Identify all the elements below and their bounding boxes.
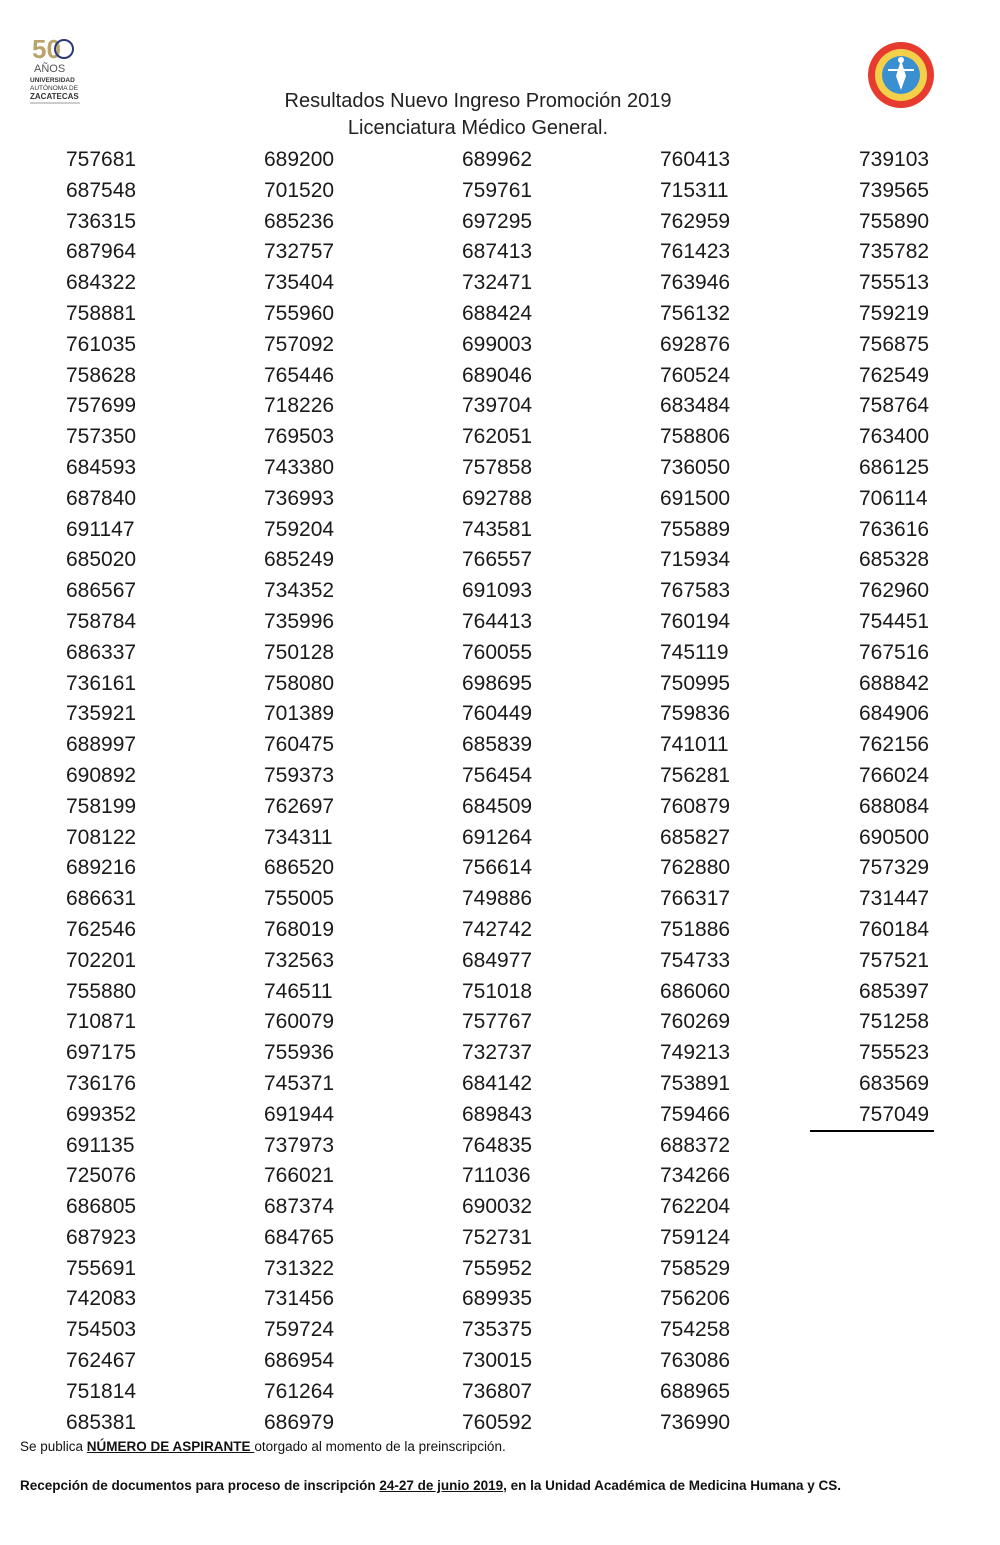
applicant-number: 736176 [66,1071,137,1095]
applicant-number: 755890 [859,209,930,233]
applicant-number: 751886 [660,917,731,941]
applicant-number: 750995 [660,671,731,695]
applicant-number: 760879 [660,794,731,818]
applicant-number: 767583 [660,579,731,603]
applicant-number: 685249 [264,548,335,572]
applicant-number: 731447 [859,887,930,911]
applicant-number: 754258 [660,1318,731,1342]
applicant-number: 718226 [264,394,335,418]
applicant-number: 769503 [264,425,335,449]
applicant-number: 762467 [66,1349,137,1373]
applicant-number: 760524 [660,363,731,387]
applicant-number: 736807 [462,1379,533,1403]
applicant-number: 687964 [66,240,137,264]
applicant-number: 685397 [859,979,930,1003]
note1-suffix: otorgado al momento de la preinscripción. [254,1439,506,1454]
applicant-number: 758784 [66,609,137,633]
results-column-4 [660,145,780,1438]
applicant-number: 736990 [660,1410,731,1434]
applicant-number: 684322 [66,271,137,295]
applicant-number: 763400 [859,425,930,449]
note1-emphasis: NÚMERO DE ASPIRANTE [86,1439,255,1454]
applicant-number: 725076 [66,1164,137,1188]
applicant-number: 760592 [462,1410,533,1434]
applicant-number: 760475 [264,733,335,757]
applicant-number: 686520 [264,856,335,880]
applicant-number: 686060 [660,979,731,1003]
svg-text:UNIVERSIDAD: UNIVERSIDAD [30,77,75,84]
applicant-number: 691500 [660,486,731,510]
applicant-number: 688372 [660,1133,731,1157]
applicant-number: 756614 [462,856,533,880]
applicant-number: 686631 [66,887,137,911]
note2-prefix: Recepción de documentos para proceso de inscripción [20,1478,380,1493]
applicant-number: 755880 [66,979,137,1003]
applicant-number: 708122 [66,825,137,849]
applicant-number: 684906 [859,702,930,726]
applicant-number: 757049 [859,1102,930,1126]
applicant-number: 702201 [66,948,137,972]
applicant-number: 686567 [66,579,137,603]
applicant-number: 760079 [264,1010,335,1034]
applicant-number: 736161 [66,671,137,695]
applicant-number: 759724 [264,1318,335,1342]
applicant-number: 760413 [660,148,731,171]
applicant-number: 758806 [660,425,731,449]
applicant-number: 760184 [859,917,930,941]
applicant-number: 691093 [462,579,533,603]
results-column-5 [859,145,979,1131]
applicant-number: 759373 [264,763,335,787]
applicant-number: 768019 [264,917,335,941]
footer-note-documents [20,1478,841,1493]
applicant-number: 687413 [462,240,533,264]
applicant-number: 692788 [462,486,533,510]
applicant-number: 759219 [859,301,930,325]
applicant-number: 745119 [660,640,729,664]
applicant-number: 767516 [859,640,930,664]
applicant-number: 749886 [462,887,533,911]
applicant-number: 687374 [264,1195,335,1219]
applicant-number: 758080 [264,671,335,695]
applicant-number: 734352 [264,579,335,603]
applicant-number: 688842 [859,671,930,695]
applicant-number: 701389 [264,702,335,726]
applicant-number: 755960 [264,301,335,325]
applicant-number: 734311 [264,825,333,849]
applicant-number: 758199 [66,794,137,818]
applicant-number: 745371 [264,1071,335,1095]
applicant-number: 762156 [859,733,930,757]
applicant-number: 742083 [66,1287,137,1311]
applicant-number: 732471 [462,271,533,295]
applicant-number: 735782 [859,240,930,264]
applicant-number: 686805 [66,1195,137,1219]
applicant-number: 715311 [660,178,729,202]
applicant-number: 739103 [859,148,930,171]
applicant-number: 765446 [264,363,335,387]
applicant-number: 730015 [462,1349,533,1373]
applicant-number: 762204 [660,1195,731,1219]
applicant-number: 755691 [66,1256,137,1280]
applicant-number: 687923 [66,1225,137,1249]
applicant-number: 732737 [462,1041,533,1065]
results-column-2 [264,145,384,1438]
applicant-number: 689843 [462,1102,533,1126]
applicant-number: 756206 [660,1287,731,1311]
applicant-number: 715934 [660,548,731,572]
column-end-rule [810,1130,934,1132]
applicant-number: 754503 [66,1318,137,1342]
applicant-number: 762697 [264,794,335,818]
applicant-number: 735996 [264,609,335,633]
applicant-number: 706114 [859,486,928,510]
applicant-number: 755889 [660,517,731,541]
applicant-number: 734266 [660,1164,731,1188]
applicant-number: 756132 [660,301,731,325]
applicant-number: 757350 [66,425,137,449]
applicant-number: 751814 [66,1379,137,1403]
applicant-number: 755952 [462,1256,533,1280]
applicant-number: 760194 [660,609,731,633]
applicant-number: 687548 [66,178,137,202]
applicant-number: 758529 [660,1256,731,1280]
applicant-number: 732563 [264,948,335,972]
applicant-number: 686337 [66,640,137,664]
applicant-number: 735375 [462,1318,533,1342]
applicant-number: 757681 [66,148,137,171]
applicant-number: 685020 [66,548,137,572]
note1-prefix: Se publica [20,1439,87,1454]
page-title: Resultados Nuevo Ingreso Promoción 2019 [284,90,672,112]
applicant-number: 746511 [264,979,333,1003]
applicant-number: 737973 [264,1133,335,1157]
page-subtitle: Licenciatura Médico General. [347,117,609,139]
applicant-number: 764835 [462,1133,533,1157]
applicant-number: 766317 [660,887,731,911]
applicant-number: 688424 [462,301,533,325]
applicant-number: 683569 [859,1071,930,1095]
applicant-number: 763086 [660,1349,731,1373]
applicant-number: 755523 [859,1041,930,1065]
applicant-number: 684765 [264,1225,335,1249]
applicant-number: 731322 [264,1256,335,1280]
applicant-number: 760269 [660,1010,731,1034]
applicant-number: 766024 [859,763,930,787]
applicant-number: 739704 [462,394,533,418]
applicant-number: 686125 [859,455,930,479]
applicant-number: 752731 [462,1225,533,1249]
applicant-number: 742742 [462,917,533,941]
applicant-number: 690892 [66,763,137,787]
applicant-number: 683484 [660,394,731,418]
applicant-number: 761423 [660,240,731,264]
applicant-number: 736050 [660,455,731,479]
applicant-number: 762051 [462,425,533,449]
results-column-1 [66,145,186,1438]
applicant-number: 688997 [66,733,137,757]
applicant-number: 760055 [462,640,533,664]
applicant-number: 689935 [462,1287,533,1311]
applicant-number: 688084 [859,794,930,818]
applicant-number: 686979 [264,1410,335,1434]
applicant-number: 731456 [264,1287,335,1311]
applicant-number: 736993 [264,486,335,510]
applicant-number: 757329 [859,856,930,880]
applicant-number: 743581 [462,517,533,541]
applicant-number: 685236 [264,209,335,233]
applicant-number: 764413 [462,609,533,633]
applicant-number: 685328 [859,548,930,572]
applicant-number: 739565 [859,178,930,202]
applicant-number: 691135 [66,1133,135,1157]
note2-dates: 24-27 de junio 2019 [379,1478,504,1493]
svg-text:AÑOS: AÑOS [34,63,66,75]
applicant-number: 684142 [462,1071,533,1095]
footer-note-publication [20,1439,506,1454]
applicant-number: 741011 [660,733,729,757]
applicant-number: 757521 [859,948,930,972]
applicant-number: 757092 [264,332,335,356]
note2-suffix: , en la Unidad Académica de Medicina Humana y CS. [503,1478,842,1493]
applicant-number: 757858 [462,455,533,479]
applicant-number: 697295 [462,209,533,233]
applicant-number: 691147 [66,517,135,541]
applicant-number: 759466 [660,1102,731,1126]
applicant-number: 763946 [660,271,731,295]
applicant-number: 686954 [264,1349,335,1373]
applicant-number: 749213 [660,1041,731,1065]
applicant-number: 685381 [66,1410,137,1434]
applicant-number: 759124 [660,1225,731,1249]
applicant-number: 699352 [66,1102,137,1126]
applicant-number: 689962 [462,148,533,171]
applicant-number: 689216 [66,856,137,880]
applicant-number: 758881 [66,301,137,325]
applicant-number: 754733 [660,948,731,972]
applicant-number: 690032 [462,1195,533,1219]
applicant-number: 689200 [264,148,335,171]
applicant-number: 756875 [859,332,930,356]
applicant-number: 710871 [66,1010,137,1034]
applicant-number: 757767 [462,1010,533,1034]
svg-text:50: 50 [32,34,61,64]
applicant-number: 759836 [660,702,731,726]
applicant-number: 761264 [264,1379,335,1403]
applicant-number: 750128 [264,640,335,664]
applicant-number: 684509 [462,794,533,818]
applicant-number: 684593 [66,455,137,479]
applicant-number: 732757 [264,240,335,264]
applicant-number: 735921 [66,702,137,726]
applicant-number: 691264 [462,825,533,849]
applicant-number: 692876 [660,332,731,356]
applicant-number: 756281 [660,763,731,787]
applicant-number: 766557 [462,548,533,572]
applicant-number: 762959 [660,209,731,233]
applicant-number: 759761 [462,178,533,202]
applicant-number: 762546 [66,917,137,941]
applicant-number: 758628 [66,363,137,387]
applicant-number: 761035 [66,332,137,356]
results-column-3 [462,145,582,1438]
applicant-number: 755513 [859,271,930,295]
applicant-number: 735404 [264,271,335,295]
applicant-number: 711036 [462,1164,531,1188]
applicant-number: 760449 [462,702,533,726]
applicant-number: 751258 [859,1010,930,1034]
svg-text:ZACATECAS: ZACATECAS [30,92,79,101]
applicant-number: 684977 [462,948,533,972]
applicant-number: 751018 [462,979,533,1003]
svg-text:AUTÓNOMA DE: AUTÓNOMA DE [30,85,79,92]
applicant-number: 753891 [660,1071,731,1095]
applicant-number: 743380 [264,455,335,479]
applicant-number: 687840 [66,486,137,510]
applicant-number: 762960 [859,579,930,603]
applicant-number: 762549 [859,363,930,387]
applicant-number: 763616 [859,517,930,541]
applicant-number: 736315 [66,209,137,233]
applicant-number: 688965 [660,1379,731,1403]
applicant-number: 754451 [859,609,930,633]
applicant-number: 698695 [462,671,533,695]
applicant-number: 757699 [66,394,137,418]
applicant-number: 755005 [264,887,335,911]
applicant-number: 766021 [264,1164,335,1188]
applicant-number: 699003 [462,332,533,356]
applicant-number: 689046 [462,363,533,387]
applicant-number: 755936 [264,1041,335,1065]
applicant-number: 685839 [462,733,533,757]
applicant-number: 756454 [462,763,533,787]
applicant-number: 690500 [859,825,930,849]
applicant-number: 685827 [660,825,731,849]
applicant-number: 701520 [264,178,335,202]
applicant-number: 762880 [660,856,731,880]
applicant-number: 697175 [66,1041,137,1065]
applicant-number: 759204 [264,517,335,541]
applicant-number: 691944 [264,1102,335,1126]
applicant-number: 758764 [859,394,930,418]
